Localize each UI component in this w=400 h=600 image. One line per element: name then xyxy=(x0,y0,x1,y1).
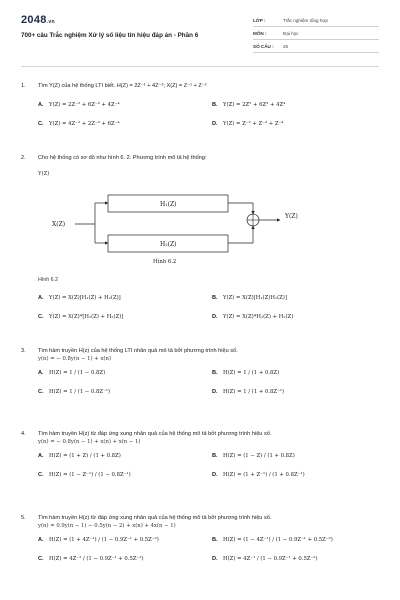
option-c[interactable] xyxy=(38,120,120,128)
h1-label: H₁(Z) xyxy=(160,201,177,208)
option-text: H(Z) = 4Z⁻¹ / (1 − 0.9Z⁻¹ + 0.5Z⁻²) xyxy=(223,556,318,562)
option-c[interactable] xyxy=(38,471,131,479)
question-5 xyxy=(21,514,379,570)
option-letter: A. xyxy=(38,295,44,301)
option-text: H(Z) = 1 / (1 − 0.8Z⁻¹) xyxy=(49,389,111,395)
option-text: H(Z) = (1 − Z⁻¹) / (1 − 0.8Z⁻¹) xyxy=(49,472,131,478)
question-text: Tìm Y(Z) của hệ thống LTI biết. H(Z) = 2Z⁻¹ + 4Z⁻²; X(Z) = Z⁻¹ + Z⁻² xyxy=(38,83,207,89)
question-1 xyxy=(21,82,379,135)
info-key: MÔN : xyxy=(253,30,267,36)
question-number: 2. xyxy=(21,155,26,161)
option-letter: D. xyxy=(212,556,218,562)
header-divider xyxy=(21,66,379,67)
option-letter: B. xyxy=(212,102,218,108)
option-text: H(Z) = 1 / (1 + 0.8Z) xyxy=(223,370,280,376)
option-letter: D. xyxy=(212,472,218,478)
option-letter: C. xyxy=(38,556,44,562)
option-letter: D. xyxy=(212,314,218,320)
option-d[interactable] xyxy=(212,120,284,128)
option-b[interactable] xyxy=(212,294,287,302)
question-number: 1. xyxy=(21,83,26,89)
figure-caption: Hình 6.2 xyxy=(38,277,59,283)
option-letter: C. xyxy=(38,389,44,395)
question-number: 4. xyxy=(21,431,26,437)
option-b[interactable] xyxy=(212,369,279,377)
question-number: 3. xyxy=(21,348,26,354)
option-b[interactable] xyxy=(212,101,285,109)
option-letter: C. xyxy=(38,121,44,127)
question-text: Cho hệ thống có sơ đồ như hình 6. 2. Phương trình mô tả hệ thống: xyxy=(38,155,207,161)
block-diagram xyxy=(40,188,320,273)
info-box xyxy=(253,14,379,53)
option-letter: A. xyxy=(38,537,44,543)
option-text: H(Z) = (1 + Z⁻¹) / (1 + 0.8Z⁻¹) xyxy=(223,472,305,478)
option-d[interactable] xyxy=(212,471,305,479)
option-letter: B. xyxy=(212,537,218,543)
option-a[interactable] xyxy=(38,101,120,109)
question-equation: y(n) = 0.9y(n − 1) − 0.5y(n − 2) + x(n) + 4x(n − 1) xyxy=(38,523,176,529)
info-value: 25 xyxy=(283,43,289,49)
option-d[interactable] xyxy=(212,555,318,563)
question-text: Tìm hàm truyền H(z) từ đáp ứng xung nhân quả của hệ thống mô tả bởi phương trình hiệu số. xyxy=(38,431,272,437)
option-b[interactable] xyxy=(212,536,333,544)
question-2-options xyxy=(21,276,379,328)
question-text: Tìm hàm truyền H(z) từ đáp ứng xung nhân quả của hệ thống mô tả bởi phương trình hiệu số. xyxy=(38,515,272,521)
option-letter: C. xyxy=(38,314,44,320)
option-d[interactable] xyxy=(212,313,293,321)
option-text: H(Z) = 1 / (1 + 0.8Z⁻¹) xyxy=(223,389,285,395)
option-text: Y(Z) = X(Z)[H₁(Z) + H₂(Z)] xyxy=(49,295,121,301)
option-text: Y(Z) = X(Z)[H₁(Z)H₂(Z)] xyxy=(223,295,287,301)
output-label: Y(Z) xyxy=(285,213,298,220)
info-key: SỐ CÂU : xyxy=(253,43,274,49)
option-text: Y(Z) = 2Z⁻² + 6Z⁻³ + 4Z⁻⁴ xyxy=(49,102,120,108)
option-d[interactable] xyxy=(212,388,284,396)
option-c[interactable] xyxy=(38,388,110,396)
option-text: H(Z) = (1 + 4Z⁻¹) / (1 − 0.9Z⁻¹ + 0.5Z⁻²) xyxy=(49,537,159,543)
question-equation: y(n) = − 0.8y(n − 1) + x(n) + x(n − 1) xyxy=(38,439,141,445)
info-row-class xyxy=(253,14,379,27)
block-diagram-svg xyxy=(40,188,320,273)
option-letter: B. xyxy=(212,370,218,376)
option-letter: A. xyxy=(38,370,44,376)
option-a[interactable] xyxy=(38,294,121,302)
option-text: Y(Z) = 2Z² + 6Z³ + 4Z⁴ xyxy=(223,102,286,108)
option-c[interactable] xyxy=(38,313,123,321)
question-4 xyxy=(21,430,379,486)
option-text: H(Z) = 1 / (1 − 0.8Z) xyxy=(49,370,106,376)
question-3 xyxy=(21,347,379,403)
question-subtext: Y(Z) xyxy=(38,171,50,177)
option-text: H(Z) = (1 − Z) / (1 + 0.8Z) xyxy=(223,453,295,459)
question-2 xyxy=(21,154,379,178)
option-letter: B. xyxy=(212,295,218,301)
option-letter: D. xyxy=(212,389,218,395)
info-row-count xyxy=(253,40,379,53)
diagram-caption: Hình 6.2 xyxy=(153,259,177,265)
document-title: 700+ câu Trắc nghiệm Xử lý số liệu tín hiệu đáp án - Phần 6 xyxy=(21,32,199,39)
info-value: Trắc nghiệm tổng hợp xyxy=(283,17,328,23)
option-letter: B. xyxy=(212,453,218,459)
option-text: Y(Z) = Z⁻² + Z⁻³ + Z⁻⁴ xyxy=(223,121,284,127)
option-a[interactable] xyxy=(38,536,159,544)
question-equation: y(n) = − 0.8y(n − 1) + x(n) xyxy=(38,356,111,362)
info-row-subject xyxy=(253,27,379,40)
option-text: Y(Z) = X(Z)*H₁(Z) + H₂(Z) xyxy=(223,314,294,320)
question-text: Tìm hàm truyền H(z) của hệ thống LTI nhân quả mô tả bởi phương trình hiệu số. xyxy=(38,348,238,354)
option-text: Y(Z) = 4Z⁻² + 2Z⁻³ + 6Z⁻⁴ xyxy=(49,121,120,127)
option-b[interactable] xyxy=(212,452,295,460)
option-letter: C. xyxy=(38,472,44,478)
input-label: X(Z) xyxy=(52,221,66,228)
option-a[interactable] xyxy=(38,369,105,377)
option-a[interactable] xyxy=(38,452,121,460)
question-number: 5. xyxy=(21,515,26,521)
option-text: H(Z) = (1 + Z) / (1 + 0.8Z) xyxy=(49,453,121,459)
option-letter: D. xyxy=(212,121,218,127)
option-text: Y(Z) = X(Z)*[H₁(Z) + H₂(Z)] xyxy=(49,314,124,320)
site-logo[interactable]: 2048.vn xyxy=(21,14,55,26)
option-text: H(Z) = (1 − 4Z⁻¹) / (1 − 0.9Z⁻¹ + 0.5Z⁻²) xyxy=(223,537,333,543)
option-c[interactable] xyxy=(38,555,144,563)
h2-label: H₂(Z) xyxy=(160,241,177,248)
option-letter: A. xyxy=(38,102,44,108)
info-key: LỚP : xyxy=(253,17,266,23)
info-value: Đại học xyxy=(283,30,299,36)
option-text: H(Z) = 4Z⁻¹ / (1 − 0.9Z⁻¹ + 0.5Z⁻²) xyxy=(49,556,144,562)
option-letter: A. xyxy=(38,453,44,459)
